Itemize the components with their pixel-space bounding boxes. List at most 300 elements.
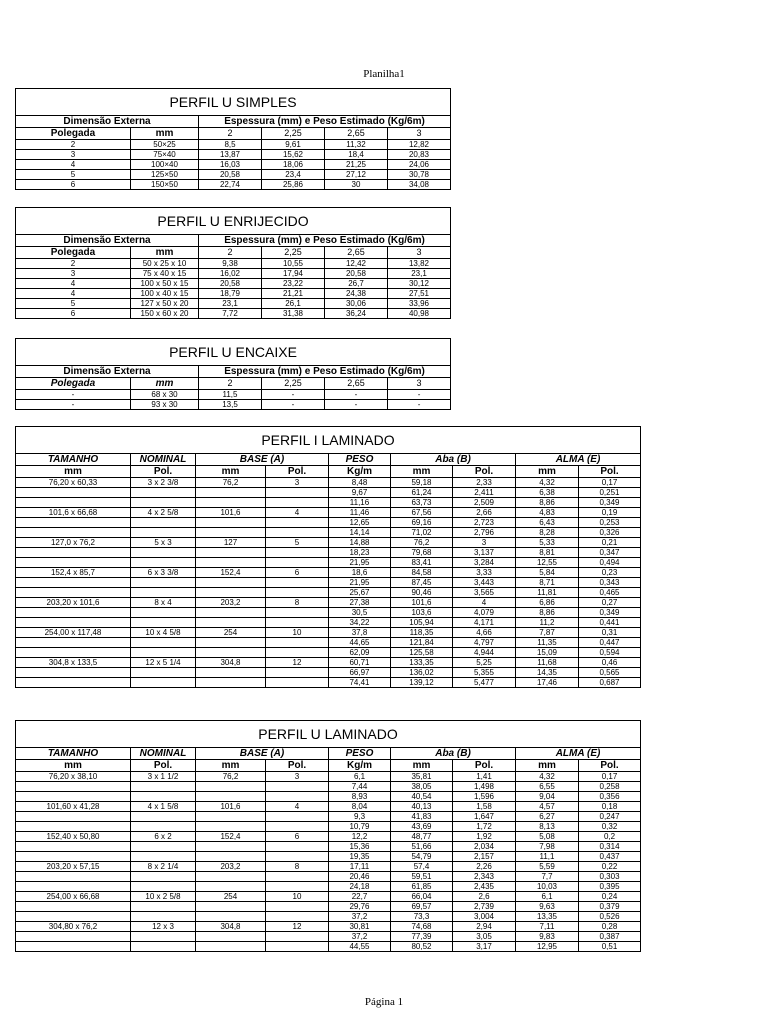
table-cell: 0,347 [579, 548, 641, 558]
table-cell [131, 842, 196, 852]
table-cell: 68 x 30 [131, 390, 199, 400]
table-row [16, 822, 641, 832]
table-cell: 6,43 [516, 518, 579, 528]
table-cell: 8,81 [516, 548, 579, 558]
table-cell: 77,39 [391, 932, 453, 942]
table-cell: 43,69 [391, 822, 453, 832]
table-cell: 93 x 30 [131, 400, 199, 410]
table-cell: 16,02 [199, 269, 262, 279]
table-cell: 5,355 [453, 668, 516, 678]
table-cell [16, 518, 131, 528]
table-cell [196, 518, 266, 528]
table-cell: 73,3 [391, 912, 453, 922]
table-cell: 50 x 25 x 10 [131, 259, 199, 269]
table-cell: 63,73 [391, 498, 453, 508]
table-cell: 8 x 4 [131, 598, 196, 608]
table-row [16, 279, 451, 289]
table-cell: 2,343 [453, 872, 516, 882]
table-row [16, 558, 641, 568]
table-cell: 254,00 x 66,68 [16, 892, 131, 902]
thickness-header: Espessura (mm) e Peso Estimado (Kg/6m) [199, 366, 451, 378]
table-cell: 2 [16, 259, 131, 269]
table-cell [266, 902, 329, 912]
table-row [16, 140, 451, 150]
table-cell: 6 [266, 568, 329, 578]
table-cell: 203,2 [196, 862, 266, 872]
table-cell [266, 588, 329, 598]
table-cell [16, 618, 131, 628]
table-cell: 2,034 [453, 842, 516, 852]
table-cell: 11,1 [516, 852, 579, 862]
table-row [16, 648, 641, 658]
table-cell: 5,477 [453, 678, 516, 688]
table-cell: 139,12 [391, 678, 453, 688]
table-cell: 27,12 [325, 170, 388, 180]
table-cell: 0,565 [579, 668, 641, 678]
table-cell [196, 822, 266, 832]
table-cell: 18,6 [329, 568, 391, 578]
table-row [16, 852, 641, 862]
column-header: 2 [199, 128, 262, 140]
table-cell [266, 548, 329, 558]
table-cell: 4 [266, 508, 329, 518]
table-cell: 6,27 [516, 812, 579, 822]
table-cell: 4,57 [516, 802, 579, 812]
table-cell: 5,84 [516, 568, 579, 578]
table-cell: 1,41 [453, 772, 516, 782]
table-cell: 4,32 [516, 772, 579, 782]
table-cell: 23,4 [262, 170, 325, 180]
column-header: 2 [199, 378, 262, 390]
table-cell: 150×50 [131, 180, 199, 190]
table-row [16, 299, 451, 309]
table-cell: 6,86 [516, 598, 579, 608]
table-cell [16, 578, 131, 588]
table-row [16, 528, 641, 538]
table-title: PERFIL I LAMINADO [16, 427, 641, 454]
table-cell: 67,56 [391, 508, 453, 518]
table-cell: 0,437 [579, 852, 641, 862]
table-cell: 14,35 [516, 668, 579, 678]
table-cell: 83,41 [391, 558, 453, 568]
table-cell [131, 678, 196, 688]
table-cell: 0,253 [579, 518, 641, 528]
table-cell: 30 [325, 180, 388, 190]
table-cell [16, 678, 131, 688]
table-cell [16, 638, 131, 648]
table-cell [196, 548, 266, 558]
table-cell: 11,68 [516, 658, 579, 668]
table-cell: 101,6 [196, 508, 266, 518]
table-cell: 50×25 [131, 140, 199, 150]
table-cell: 2,739 [453, 902, 516, 912]
table-cell [131, 528, 196, 538]
table-cell: 11,2 [516, 618, 579, 628]
table-cell: 11,32 [325, 140, 388, 150]
table-cell [266, 498, 329, 508]
table-row [16, 668, 641, 678]
table-cell: 30,06 [325, 299, 388, 309]
group-header: NOMINAL [131, 748, 196, 760]
table-cell: 9,38 [199, 259, 262, 269]
table-cell: 9,04 [516, 792, 579, 802]
table-cell: 13,5 [199, 400, 262, 410]
table-cell: 3 [266, 772, 329, 782]
table-cell: 60,71 [329, 658, 391, 668]
table-cell [16, 668, 131, 678]
table-cell: 2,723 [453, 518, 516, 528]
table-cell: 44,65 [329, 638, 391, 648]
table-cell [196, 902, 266, 912]
table-cell: 4,797 [453, 638, 516, 648]
table-cell: 5 x 3 [131, 538, 196, 548]
table-cell: 0,258 [579, 782, 641, 792]
group-header: TAMANHO [16, 748, 131, 760]
table-cell: 11,81 [516, 588, 579, 598]
table-cell: 0,526 [579, 912, 641, 922]
table-cell: 2,94 [453, 922, 516, 932]
table-cell: 0,21 [579, 538, 641, 548]
table-cell: 2,6 [453, 892, 516, 902]
table-cell: 5,25 [453, 658, 516, 668]
table-title: PERFIL U ENCAIXE [16, 339, 451, 366]
unit-header: Pol. [579, 760, 641, 772]
unit-header: mm [16, 466, 131, 478]
table-cell: 10 x 4 5/8 [131, 628, 196, 638]
table-cell [196, 882, 266, 892]
unit-header: mm [16, 760, 131, 772]
table-cell: 0,22 [579, 862, 641, 872]
table-cell: 1,72 [453, 822, 516, 832]
table-cell: 22,74 [199, 180, 262, 190]
table-cell: 34,22 [329, 618, 391, 628]
unit-header: Pol. [266, 466, 329, 478]
table-cell: 36,24 [325, 309, 388, 319]
table-row [16, 180, 451, 190]
table-row [16, 508, 641, 518]
table-cell: 4,83 [516, 508, 579, 518]
table-cell: 76,2 [196, 478, 266, 488]
table-cell: - [388, 400, 451, 410]
table-cell: 7,7 [516, 872, 579, 882]
table-cell: 105,94 [391, 618, 453, 628]
table-cell: 100×40 [131, 160, 199, 170]
thickness-header: Espessura (mm) e Peso Estimado (Kg/6m) [199, 116, 451, 128]
table-cell: 121,84 [391, 638, 453, 648]
table-row [16, 150, 451, 160]
table-row [16, 892, 641, 902]
table-cell [266, 852, 329, 862]
table-cell [266, 668, 329, 678]
table-cell: 0,494 [579, 558, 641, 568]
table-cell: 10 [266, 628, 329, 638]
table-cell: 152,40 x 50,80 [16, 832, 131, 842]
table-cell: 34,08 [388, 180, 451, 190]
table-cell: 3 [266, 478, 329, 488]
table-title: PERFIL U ENRIJECIDO [16, 208, 451, 235]
table-cell: 8,5 [199, 140, 262, 150]
table-cell: 0,441 [579, 618, 641, 628]
table-cell: 4,171 [453, 618, 516, 628]
group-header: ALMA (E) [516, 748, 641, 760]
dimension-header: Dimensão Externa [16, 235, 199, 247]
table-row [16, 518, 641, 528]
table-cell: 16,03 [199, 160, 262, 170]
table-cell [266, 872, 329, 882]
table-row [16, 548, 641, 558]
table-cell [266, 648, 329, 658]
table-cell: 5,33 [516, 538, 579, 548]
table-cell: 21,25 [325, 160, 388, 170]
table-cell: 18,4 [325, 150, 388, 160]
table-cell: 3 [453, 538, 516, 548]
table-cell: 18,06 [262, 160, 325, 170]
table-cell [266, 608, 329, 618]
table-cell: 7,11 [516, 922, 579, 932]
table-cell: 74,68 [391, 922, 453, 932]
group-header: BASE (A) [196, 454, 329, 466]
table-cell [131, 558, 196, 568]
page-header: Planilha1 [363, 68, 405, 80]
table-cell: 15,36 [329, 842, 391, 852]
table-cell: 11,16 [329, 498, 391, 508]
table-cell: 152,4 [196, 568, 266, 578]
table-cell: - [16, 400, 131, 410]
column-header: 3 [388, 378, 451, 390]
table-cell: 1,596 [453, 792, 516, 802]
table-cell [16, 912, 131, 922]
unit-header: Kg/m [329, 466, 391, 478]
table-cell: 3 x 1 1/2 [131, 772, 196, 782]
table-row [16, 498, 641, 508]
table-cell: 0,387 [579, 932, 641, 942]
table-cell: 37,2 [329, 912, 391, 922]
table-row [16, 832, 641, 842]
table-cell: 48,77 [391, 832, 453, 842]
table-cell: 6,38 [516, 488, 579, 498]
table-cell [16, 872, 131, 882]
unit-header: Pol. [131, 466, 196, 478]
table-cell: 75 x 40 x 15 [131, 269, 199, 279]
table-cell: 5,08 [516, 832, 579, 842]
table-cell: 8,86 [516, 498, 579, 508]
table-row [16, 872, 641, 882]
table-cell: 37,2 [329, 932, 391, 942]
table-row [16, 782, 641, 792]
table-cell: 30,78 [388, 170, 451, 180]
table-cell: 40,13 [391, 802, 453, 812]
table-cell [266, 558, 329, 568]
table-cell: 1,647 [453, 812, 516, 822]
table-cell: 7,87 [516, 628, 579, 638]
table-cell: 9,67 [329, 488, 391, 498]
table-cell [16, 812, 131, 822]
table-cell: 18,23 [329, 548, 391, 558]
table-cell: 3,565 [453, 588, 516, 598]
table-cell: 35,81 [391, 772, 453, 782]
table-cell: 44,55 [329, 942, 391, 952]
table-row [16, 772, 641, 782]
table-cell: 27,38 [329, 598, 391, 608]
table-cell: 10 x 2 5/8 [131, 892, 196, 902]
column-header: 2,25 [262, 247, 325, 259]
table-row [16, 598, 641, 608]
table-cell: 101,6 [196, 802, 266, 812]
table-cell: 12,82 [388, 140, 451, 150]
column-header: 2,65 [325, 378, 388, 390]
table-row [16, 259, 451, 269]
table-cell [196, 588, 266, 598]
table-cell [131, 792, 196, 802]
page-footer: Página 1 [364, 996, 404, 1008]
table-cell [131, 588, 196, 598]
table-cell [196, 618, 266, 628]
table-cell: 152,4 x 85,7 [16, 568, 131, 578]
table-cell: 62,09 [329, 648, 391, 658]
table-cell [266, 842, 329, 852]
group-header: PESO [329, 748, 391, 760]
table-cell: 152,4 [196, 832, 266, 842]
table-cell: 20,58 [199, 170, 262, 180]
table-cell: 26,1 [262, 299, 325, 309]
table-cell: 27,51 [388, 289, 451, 299]
table-cell [16, 558, 131, 568]
table-cell: 304,8 [196, 922, 266, 932]
table-cell: 5 [16, 299, 131, 309]
table-cell [16, 882, 131, 892]
table-cell [196, 812, 266, 822]
table-cell: 3,004 [453, 912, 516, 922]
column-header: mm [131, 378, 199, 390]
table-cell: 40,98 [388, 309, 451, 319]
table-cell: 6 [16, 309, 131, 319]
table-cell: - [262, 400, 325, 410]
table-cell [131, 782, 196, 792]
table-cell [16, 608, 131, 618]
table-cell: 203,2 [196, 598, 266, 608]
table-cell: 4,944 [453, 648, 516, 658]
table-row [16, 269, 451, 279]
table-cell [266, 488, 329, 498]
table-cell [131, 882, 196, 892]
table-cell [196, 578, 266, 588]
table-cell [16, 488, 131, 498]
table-cell [16, 852, 131, 862]
group-header: Aba (B) [391, 454, 516, 466]
table-cell: 69,16 [391, 518, 453, 528]
table-cell: 24,18 [329, 882, 391, 892]
table-cell: 6,1 [516, 892, 579, 902]
table-cell: 2,435 [453, 882, 516, 892]
unit-header: mm [196, 760, 266, 772]
group-header: TAMANHO [16, 454, 131, 466]
table-perfil-u-laminado [15, 720, 641, 952]
table-cell: 3,443 [453, 578, 516, 588]
table-cell: 304,8 [196, 658, 266, 668]
table-cell: 4,079 [453, 608, 516, 618]
table-cell: 21,95 [329, 578, 391, 588]
table-cell: 4 [16, 279, 131, 289]
column-header: Polegada [16, 128, 131, 140]
column-header: 3 [388, 128, 451, 140]
table-cell: 29,76 [329, 902, 391, 912]
column-header: 2,65 [325, 128, 388, 140]
column-header: mm [131, 128, 199, 140]
table-cell: 6,1 [329, 772, 391, 782]
table-row [16, 608, 641, 618]
table-cell [16, 902, 131, 912]
table-cell [196, 488, 266, 498]
table-row [16, 400, 451, 410]
table-cell: 3 x 2 3/8 [131, 478, 196, 488]
table-cell: 13,87 [199, 150, 262, 160]
table-row [16, 932, 641, 942]
table-cell: 69,57 [391, 902, 453, 912]
table-cell: 8,28 [516, 528, 579, 538]
table-cell: - [388, 390, 451, 400]
column-header: 2,25 [262, 128, 325, 140]
table-cell: 100 x 40 x 15 [131, 289, 199, 299]
unit-header: Pol. [131, 760, 196, 772]
table-cell [196, 528, 266, 538]
table-cell: 0,594 [579, 648, 641, 658]
table-cell: 11,35 [516, 638, 579, 648]
unit-header: Pol. [453, 760, 516, 772]
table-cell [131, 498, 196, 508]
column-header: Polegada [16, 247, 131, 259]
table-row [16, 792, 641, 802]
table-cell [131, 578, 196, 588]
table-cell: 9,61 [262, 140, 325, 150]
group-header: Aba (B) [391, 748, 516, 760]
table-cell: 0,46 [579, 658, 641, 668]
table-cell: 74,41 [329, 678, 391, 688]
table-row [16, 628, 641, 638]
table-cell: 12 [266, 658, 329, 668]
table-cell: 0,247 [579, 812, 641, 822]
table-cell [131, 648, 196, 658]
table-cell: 8 x 2 1/4 [131, 862, 196, 872]
table-cell: 118,35 [391, 628, 453, 638]
table-cell: 13,35 [516, 912, 579, 922]
table-cell: 30,12 [388, 279, 451, 289]
table-cell: 127 [196, 538, 266, 548]
table-row [16, 842, 641, 852]
table-cell: 12,55 [516, 558, 579, 568]
table-cell: 80,52 [391, 942, 453, 952]
table-cell: 22,7 [329, 892, 391, 902]
group-header: BASE (A) [196, 748, 329, 760]
table-perfil-u-simples [15, 88, 451, 190]
table-cell: 20,46 [329, 872, 391, 882]
table-row [16, 309, 451, 319]
table-cell: 6 [266, 832, 329, 842]
table-cell [196, 912, 266, 922]
table-row [16, 638, 641, 648]
table-cell [196, 942, 266, 952]
table-cell [16, 548, 131, 558]
table-cell [266, 822, 329, 832]
table-cell [196, 558, 266, 568]
table-cell: 13,82 [388, 259, 451, 269]
table-cell [131, 488, 196, 498]
table-cell [266, 638, 329, 648]
table-cell [266, 618, 329, 628]
table-cell [16, 842, 131, 852]
column-header: mm [131, 247, 199, 259]
table-cell: 5,59 [516, 862, 579, 872]
table-cell: 12,2 [329, 832, 391, 842]
